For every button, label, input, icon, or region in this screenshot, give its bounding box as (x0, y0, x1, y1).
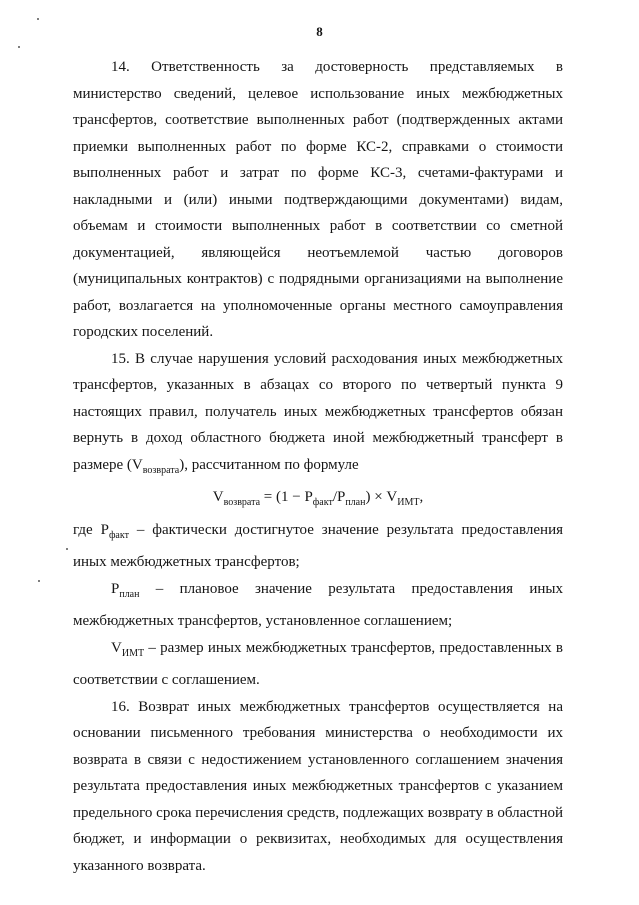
scan-speck (18, 46, 20, 48)
definition-v-imt: $V_{ИМТ}$ – размер иных межбюджетных трансфертов, предоставленных в соответствии с соглашением. (73, 639, 563, 688)
document-body (73, 54, 563, 879)
definition-p-fact: где $P_{факт}$ – фактически достигнутое значение результата предоставления иных межбюджетных трансфертов; (73, 521, 564, 570)
scan-speck (66, 548, 68, 550)
page-number: 8 (316, 24, 323, 39)
clause-15-intro: 15. В случае нарушения условий расходования иных межбюджетных трансфертов, указанных в абзацах со второго по четвертый пункта 9 настоящих правил, получатель иных межбюджетных трансфертов обязан вернуть в доход областного бюджета иной межбюджетный трансферт в размере $(V_{возврата})$, рассчитанном по формуле (73, 350, 563, 476)
scan-speck (37, 18, 39, 20)
clause-14: 14. Ответственность за достоверность представляемых в министерство сведений, целевое использование иных межбюджетных трансфертов, соответствие выполненных работ (подтвержденных актами приемки выполненных работ по форме КС-2, справками о стоимости выполненных работ и затрат по форме КС-3, счетами-фактурами и накладными и (или) иными подтверждающими документами) видам, объемам и стоимости выполненных работ в соответствии со сметной документацией, являющейся неотъемлемой частью договоров (муниципальных контрактов) с подрядными организациями на выполнение работ, возлагается на уполномоченные органы местного самоуправления городских поселений. (73, 59, 563, 340)
formula: $V_{возврата} = (1 - P_{факт}/P_{план}) \times V_{ИМТ}$, (212, 489, 424, 508)
clause-16: 16. Возврат иных межбюджетных трансфертов осуществляется на основании письменного требования министерства о необходимости их возврата в связи с недостижением установленного соглашением значения результата предоставления иных межбюджетных трансфертов с указанием предельного срока перечисления средств, подлежащих возврату в областной бюджет, и информации о реквизитах, необходимых для осуществления указанного возврата. (73, 698, 563, 874)
definition-p-plan: $P_{план}$ – плановое значение результата предоставления иных межбюджетных трансфертов, установленное соглашением; (73, 580, 563, 629)
scan-speck (38, 580, 40, 582)
